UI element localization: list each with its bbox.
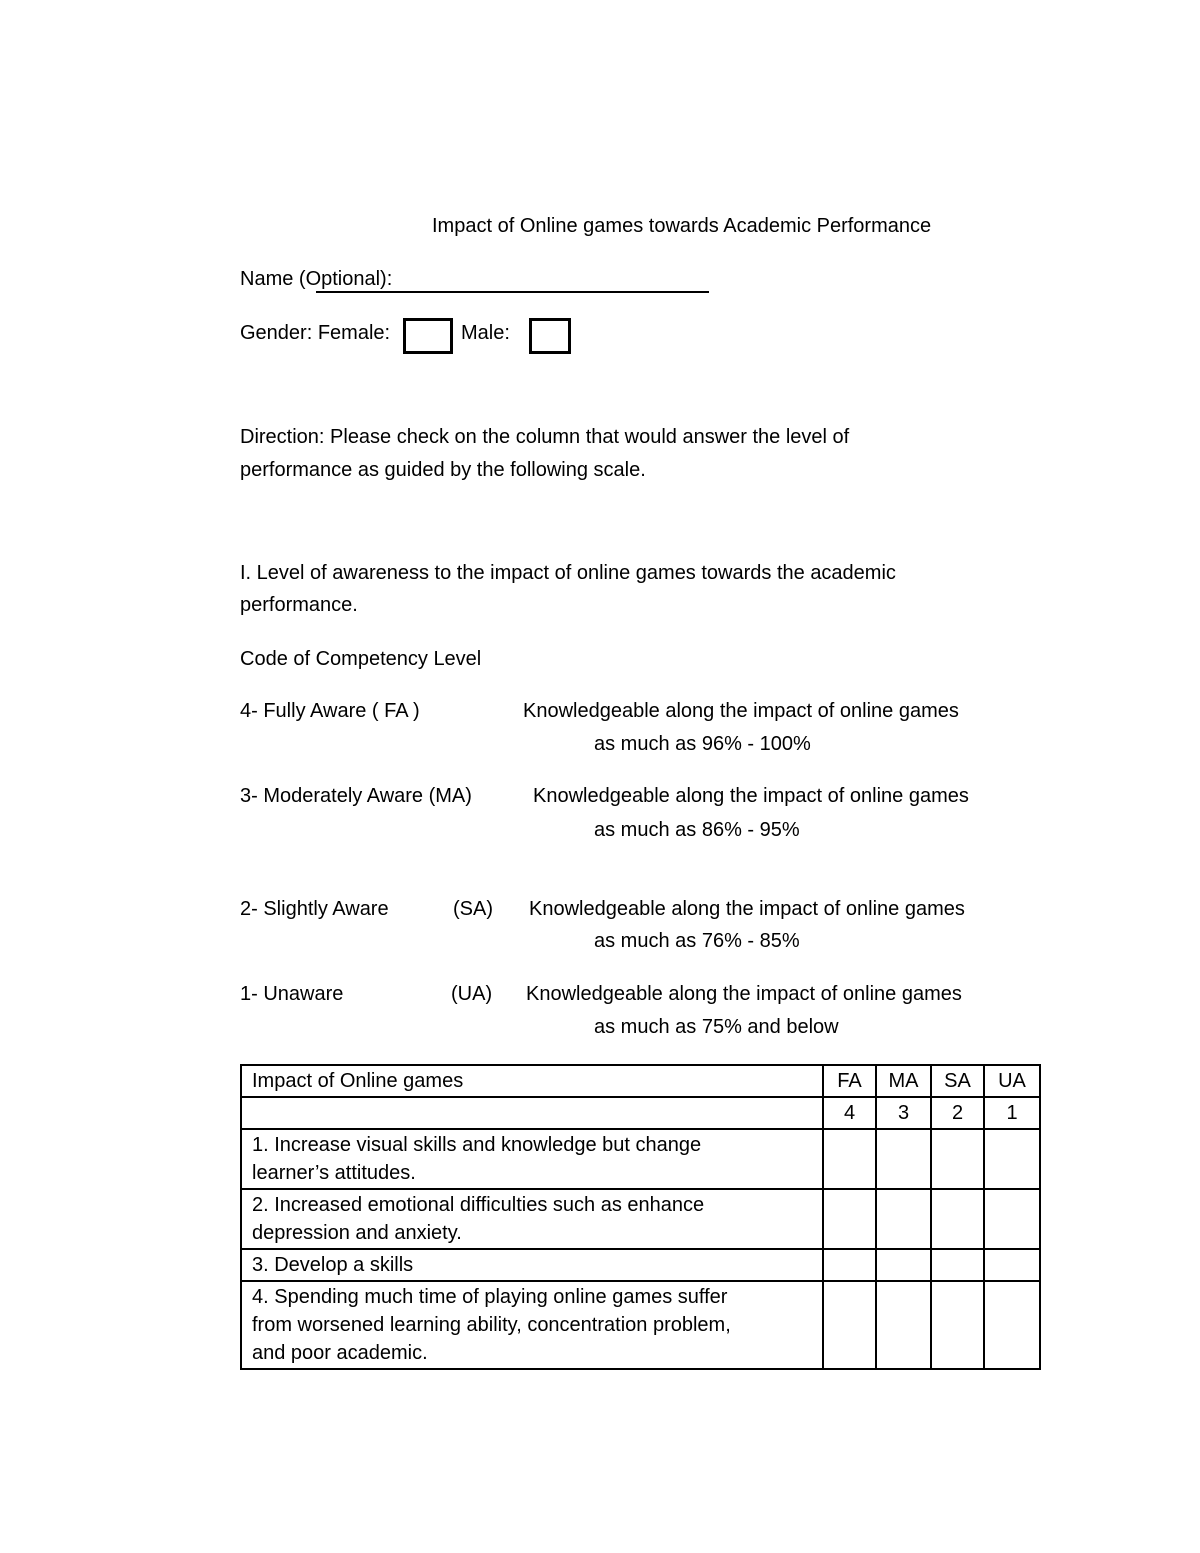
level-ma-range: as much as 86% - 95% — [594, 819, 800, 841]
level-fa-name: 4- Fully Aware ( FA ) — [240, 700, 420, 722]
level-sa-desc: Knowledgeable along the impact of online games — [529, 898, 965, 920]
table-header-title: Impact of Online games — [241, 1065, 823, 1097]
row-2-line-1: 2. Increased emotional difficulties such as enhance — [252, 1194, 705, 1216]
level-ua-name: 1- Unaware — [240, 983, 344, 1005]
direction-line-1: Direction: Please check on the column that would answer the level of — [240, 426, 850, 448]
code-heading: Code of Competency Level — [240, 648, 482, 670]
score-ma: 3 — [876, 1097, 931, 1129]
female-checkbox[interactable] — [403, 318, 453, 354]
score-row-label — [241, 1097, 823, 1129]
name-label: Name (Optional): — [240, 268, 393, 290]
row-3-statement — [241, 1249, 823, 1281]
row-4-line-2: from worsened learning ability, concentration problem, — [252, 1314, 731, 1336]
name-field-line[interactable] — [316, 291, 709, 293]
row-3-sa-cell[interactable] — [931, 1249, 984, 1281]
level-ua-code: (UA) — [451, 983, 493, 1005]
section-heading-line-1: I. Level of awareness to the impact of online games towards the academic — [240, 562, 896, 584]
row-2-statement — [241, 1189, 823, 1249]
column-header-ma: MA — [876, 1065, 931, 1097]
row-3-fa-cell[interactable] — [823, 1249, 876, 1281]
level-sa-name: 2- Slightly Aware — [240, 898, 389, 920]
row-3-ua-cell[interactable] — [984, 1249, 1040, 1281]
row-1-fa-cell[interactable] — [823, 1129, 876, 1189]
score-fa: 4 — [823, 1097, 876, 1129]
row-2-sa-cell[interactable] — [931, 1189, 984, 1249]
row-2-line-2: depression and anxiety. — [252, 1222, 462, 1244]
row-4-ua-cell[interactable] — [984, 1281, 1040, 1369]
table-row — [241, 1189, 1040, 1249]
table-row — [241, 1129, 1040, 1189]
table-score-row — [241, 1097, 1040, 1129]
assessment-table — [240, 1064, 1041, 1370]
male-checkbox[interactable] — [529, 318, 571, 354]
row-1-ua-cell[interactable] — [984, 1129, 1040, 1189]
level-ua-range: as much as 75% and below — [594, 1016, 839, 1038]
table-header-row — [241, 1065, 1040, 1097]
level-sa-range: as much as 76% - 85% — [594, 930, 800, 952]
row-4-sa-cell[interactable] — [931, 1281, 984, 1369]
level-ma-name: 3- Moderately Aware (MA) — [240, 785, 472, 807]
male-label: Male: — [461, 322, 510, 344]
column-header-fa: FA — [823, 1065, 876, 1097]
level-ma-desc: Knowledgeable along the impact of online games — [533, 785, 969, 807]
row-4-ma-cell[interactable] — [876, 1281, 931, 1369]
column-header-ua: UA — [984, 1065, 1040, 1097]
row-1-line-2: learner’s attitudes. — [252, 1162, 416, 1184]
row-2-ma-cell[interactable] — [876, 1189, 931, 1249]
row-4-fa-cell[interactable] — [823, 1281, 876, 1369]
row-2-ua-cell[interactable] — [984, 1189, 1040, 1249]
row-1-sa-cell[interactable] — [931, 1129, 984, 1189]
table-row — [241, 1281, 1040, 1369]
row-1-ma-cell[interactable] — [876, 1129, 931, 1189]
row-4-statement — [241, 1281, 823, 1369]
table-row — [241, 1249, 1040, 1281]
section-heading-line-2: performance. — [240, 594, 358, 616]
level-fa-desc: Knowledgeable along the impact of online games — [523, 700, 959, 722]
row-3-ma-cell[interactable] — [876, 1249, 931, 1281]
score-ua: 1 — [984, 1097, 1040, 1129]
row-1-line-1: 1. Increase visual skills and knowledge but change — [252, 1134, 702, 1156]
gender-label: Gender: Female: — [240, 322, 391, 344]
page-title: Impact of Online games towards Academic Performance — [432, 215, 932, 237]
level-sa-code: (SA) — [453, 898, 493, 920]
direction-line-2: performance as guided by the following scale. — [240, 459, 646, 481]
row-4-line-1: 4. Spending much time of playing online games suffer — [252, 1286, 728, 1308]
column-header-sa: SA — [931, 1065, 984, 1097]
level-fa-range: as much as 96% - 100% — [594, 733, 811, 755]
score-sa: 2 — [931, 1097, 984, 1129]
row-4-line-3: and poor academic. — [252, 1342, 428, 1364]
row-3-line-1: 3. Develop a skills — [252, 1254, 414, 1276]
row-2-fa-cell[interactable] — [823, 1189, 876, 1249]
level-ua-desc: Knowledgeable along the impact of online games — [526, 983, 962, 1005]
row-1-statement — [241, 1129, 823, 1189]
